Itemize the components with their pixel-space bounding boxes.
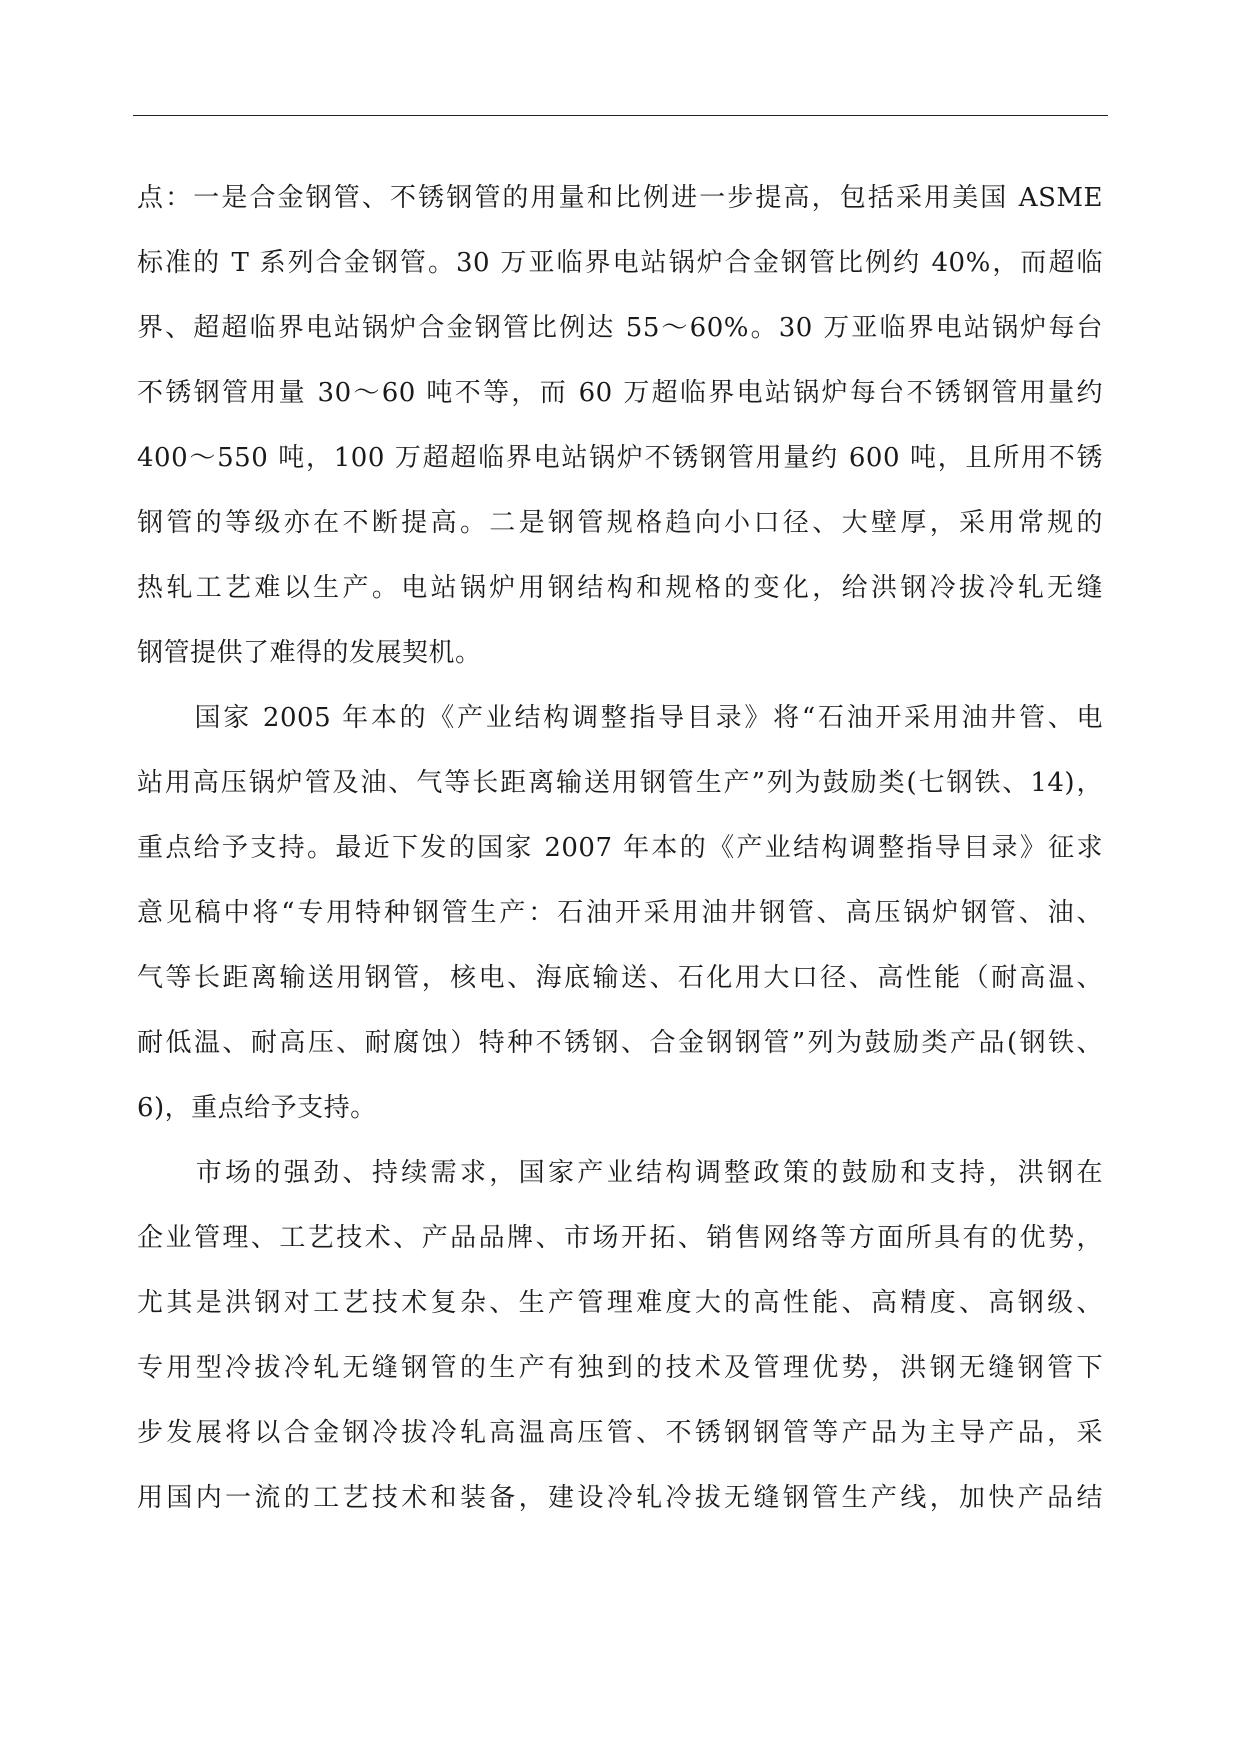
- text-line: 专用型冷拔冷轧无缝钢管的生产有独到的技术及管理优势，洪钢无缝钢管下: [137, 1353, 1103, 1383]
- text-line: 400～550 吨，100 万超超临界电站锅炉不锈钢管用量约 600 吨，且所用不锈: [137, 443, 1103, 473]
- text-line: 界、超超临界电站锅炉合金钢管比例达 55～60%。30 万亚临界电站锅炉每台: [137, 313, 1103, 343]
- paragraph: [137, 1141, 1103, 1531]
- text-line: 热轧工艺难以生产。电站锅炉用钢结构和规格的变化，给洪钢冷拔冷轧无缝: [137, 573, 1103, 603]
- text-line: 重点给予支持。最近下发的国家 2007 年本的《产业结构调整指导目录》征求: [137, 833, 1103, 863]
- text-line: 钢管提供了难得的发展契机。: [137, 638, 482, 668]
- text-line: 标准的 T 系列合金钢管。30 万亚临界电站锅炉合金钢管比例约 40%，而超临: [137, 248, 1103, 278]
- paragraph: [137, 166, 1103, 686]
- text-line: 站用高压锅炉管及油、气等长距离输送用钢管生产”列为鼓励类(七钢铁、14)，: [137, 768, 1103, 798]
- text-line: 步发展将以合金钢冷拔冷轧高温高压管、不锈钢钢管等产品为主导产品，采: [137, 1418, 1103, 1448]
- text-line: 企业管理、工艺技术、产品品牌、市场开拓、销售网络等方面所具有的优势，: [137, 1223, 1103, 1253]
- text-line: 尤其是洪钢对工艺技术复杂、生产管理难度大的高性能、高精度、高钢级、: [137, 1288, 1103, 1318]
- text-line: 意见稿中将“专用特种钢管生产：石油开采用油井钢管、高压锅炉钢管、油、: [137, 898, 1103, 928]
- text-line: 气等长距离输送用钢管，核电、海底输送、石化用大口径、高性能（耐高温、: [137, 963, 1103, 993]
- text-line: 耐低温、耐高压、耐腐蚀）特种不锈钢、合金钢钢管”列为鼓励类产品(钢铁、: [137, 1028, 1103, 1058]
- header-rule: [133, 115, 1108, 116]
- text-line: 钢管的等级亦在不断提高。二是钢管规格趋向小口径、大壁厚，采用常规的: [137, 508, 1103, 538]
- text-line: 用国内一流的工艺技术和装备，建设冷轧冷拔无缝钢管生产线，加快产品结: [137, 1483, 1103, 1513]
- body-text: [137, 166, 1103, 1531]
- text-line: 不锈钢管用量 30～60 吨不等，而 60 万超临界电站锅炉每台不锈钢管用量约: [137, 378, 1103, 408]
- text-line: 国家 2005 年本的《产业结构调整指导目录》将“石油开采用油井管、电: [137, 703, 1103, 733]
- paragraph: [137, 686, 1103, 1141]
- text-line: 市场的强劲、持续需求，国家产业结构调整政策的鼓励和支持，洪钢在: [137, 1158, 1103, 1188]
- text-line: 点：一是合金钢管、不锈钢管的用量和比例进一步提高，包括采用美国 ASME: [137, 183, 1103, 213]
- text-line: 6)，重点给予支持。: [137, 1093, 377, 1123]
